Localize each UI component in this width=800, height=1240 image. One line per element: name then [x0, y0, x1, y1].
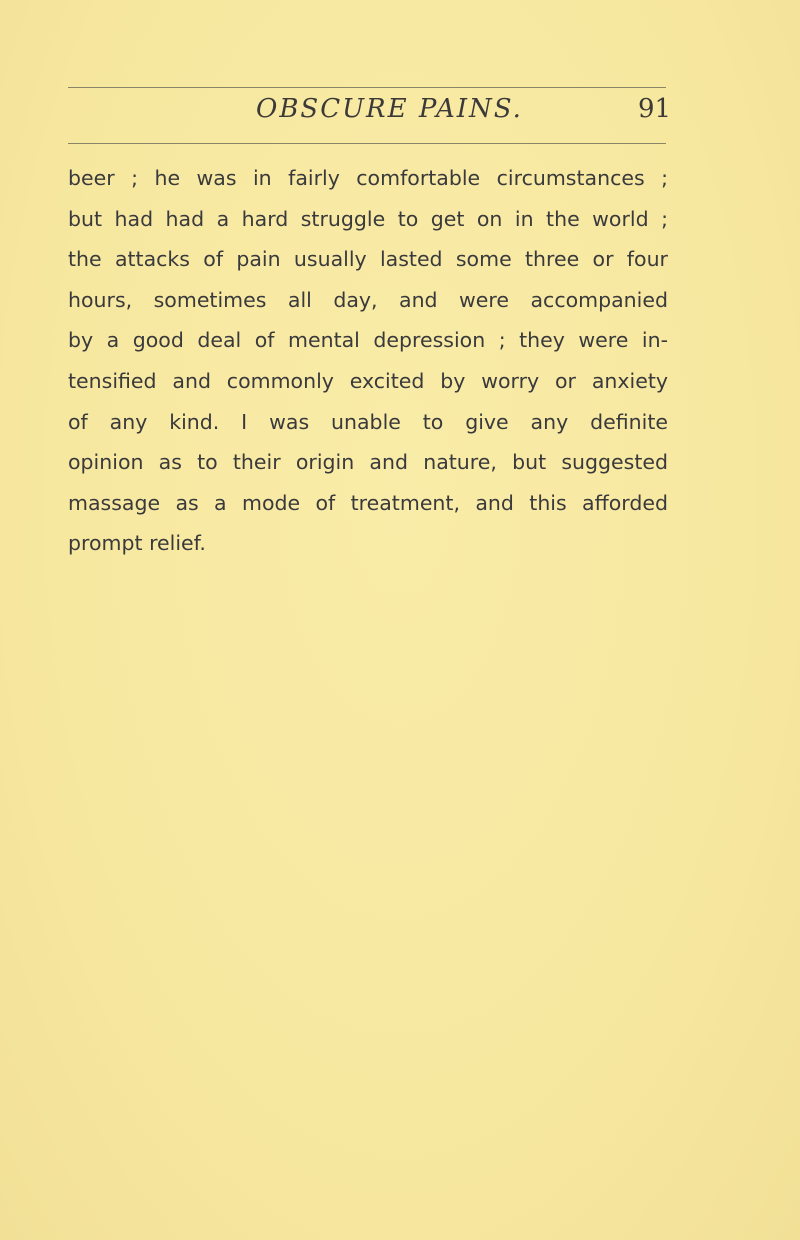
header-rule-bottom: [68, 143, 666, 144]
text-line: but had had a hard struggle to get on in the world ;: [68, 206, 668, 231]
body-text: [68, 158, 668, 564]
text-line: hours, sometimes all day, and were accompanied: [68, 287, 668, 312]
text-line: the attacks of pain usually lasted some three or four: [68, 247, 668, 272]
header-rule-top: [68, 87, 666, 88]
text-line: beer ; he was in fairly comfortable circumstances ;: [68, 166, 668, 190]
page-number: 91: [638, 94, 672, 124]
running-title: OBSCURE PAINS.: [256, 94, 523, 124]
text-line: prompt relief.: [68, 531, 206, 556]
text-line: tensified and commonly excited by worry or anxiety: [68, 368, 668, 393]
text-line: massage as a mode of treatment, and this afforded: [68, 490, 668, 515]
running-head: [0, 92, 800, 132]
text-line: opinion as to their origin and nature, but suggested: [68, 450, 668, 475]
text-line: of any kind. I was unable to give any definite: [68, 409, 668, 434]
text-line: by a good deal of mental depression ; they were in-: [68, 328, 668, 353]
